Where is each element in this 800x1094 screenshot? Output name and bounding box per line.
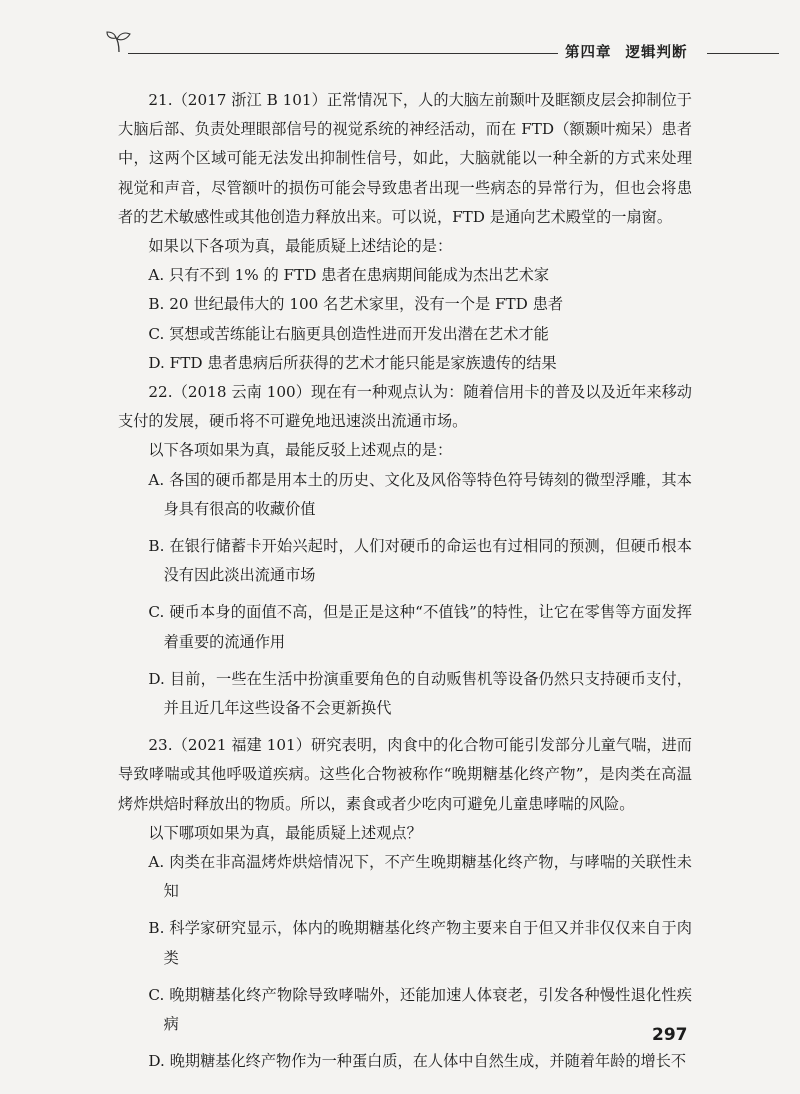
page-content xyxy=(118,86,692,1085)
question-22-prompt: 以下各项如果为真，最能反驳上述观点的是： xyxy=(148,441,453,460)
question-21-option-a: A. 只有不到 1% 的 FTD 患者在患病期间能成为杰出艺术家 xyxy=(148,266,550,285)
page-number: 297 xyxy=(652,1025,688,1045)
question-21-prompt: 如果以下各项为真，最能质疑上述结论的是： xyxy=(148,237,453,256)
chapter-title xyxy=(565,41,688,62)
question-22-option-a: A. 各国的硬币都是用本土的历史、文化及风俗等特色符号铸刻的微型浮雕，其本身具有很高的收藏价值 xyxy=(148,470,692,518)
question-23-stem: 23.（2021 福建 101）研究表明，肉食中的化合物可能引发部分儿童气喘，进而导致哮喘或其他呼吸道疾病。这些化合物被称作“晚期糖基化终产物”，是肉类在高温烤炸烘焙时释放出的物质。所以，素食或者少吃肉可避免儿童患哮喘的风险。 xyxy=(118,736,692,813)
question-23-prompt: 以下哪项如果为真，最能质疑上述观点？ xyxy=(148,823,422,842)
question-22-option-c: C. 硬币本身的面值不高，但是正是这种“不值钱”的特性，让它在零售等方面发挥着重要的流通作用 xyxy=(148,603,692,651)
question-22-stem: 22.（2018 云南 100）现在有一种观点认为：随着信用卡的普及以及近年来移动支付的发展，硬币将不可避免地迅速淡出流通市场。 xyxy=(118,383,692,431)
section-title: 逻辑判断 xyxy=(625,45,688,61)
question-21-stem: 21.（2017 浙江 B 101）正常情况下，人的大脑左前颞叶及眶额皮层会抑制位于大脑后部、负责处理眼部信号的视觉系统的神经活动，而在 FTD（额颞叶痴呆）患者中，这两个区域可能无法发出抑制性信号，如此，大脑就能以一种全新的方式来处理视觉和声音，尽管额叶的损伤可能会导致患者出现一些病态的异常行为，但也会将患者的艺术敏感性或其他创造力释放出来。可以说，FTD 是通向艺术殿堂的一扇窗。 xyxy=(118,91,692,226)
question-23-option-a: A. 肉类在非高温烤炸烘焙情况下，不产生晚期糖基化终产物，与哮喘的关联性未知 xyxy=(148,853,692,901)
question-23-option-c: C. 晚期糖基化终产物除导致哮喘外，还能加速人体衰老，引发各种慢性退化性疾病 xyxy=(148,985,692,1034)
question-23-option-d: D. 晚期糖基化终产物作为一种蛋白质，在人体中自然生成，并随着年龄的增长不 xyxy=(148,1052,687,1071)
page-header xyxy=(0,0,800,70)
question-22-option-b: B. 在银行储蓄卡开始兴起时，人们对硬币的命运也有过相同的预测，但硬币根本没有因此淡出流通市场 xyxy=(148,537,692,585)
header-rule-right xyxy=(707,53,779,54)
question-21-option-b: B. 20 世纪最伟大的 100 名艺术家里，没有一个是 FTD 患者 xyxy=(148,295,564,314)
question-21-option-c: C. 冥想或苦练能让右脑更具创造性进而开发出潜在艺术才能 xyxy=(148,324,549,343)
chapter-number: 第四章 xyxy=(565,45,612,61)
header-rule-left xyxy=(128,53,558,54)
question-21-option-d: D. FTD 患者患病后所获得的艺术才能只能是家族遗传的结果 xyxy=(148,353,557,372)
question-23-option-b: B. 科学家研究显示，体内的晚期糖基化终产物主要来自于但又并非仅仅来自于肉类 xyxy=(148,919,692,967)
sprout-icon xyxy=(106,30,132,54)
question-22-option-d: D. 目前，一些在生活中扮演重要角色的自动贩售机等设备仍然只支持硬币支付，并且近几年这些设备不会更新换代 xyxy=(148,669,692,718)
